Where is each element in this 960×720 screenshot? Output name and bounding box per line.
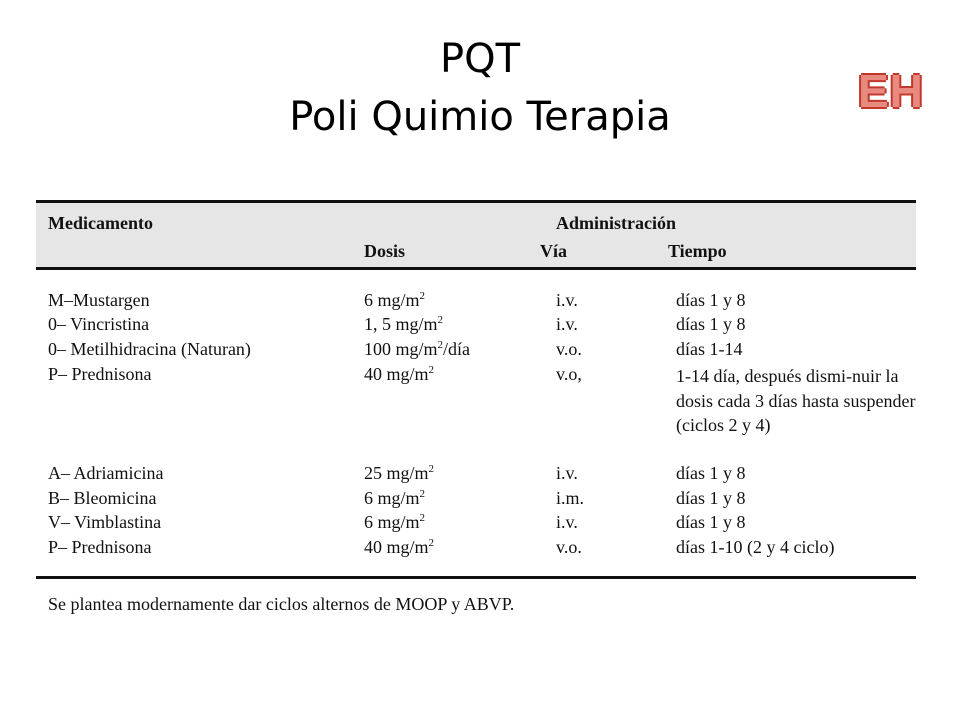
cell-tiempo: días 1 y 8 [676, 488, 746, 508]
cell-dosis [364, 314, 443, 335]
cell-tiempo: días 1 y 8 [676, 463, 746, 483]
cell-via: v.o. [556, 537, 582, 557]
dosis-exponent: 2 [437, 314, 444, 326]
cell-tiempo: días 1 y 8 [676, 290, 746, 310]
dosis-value: 40 mg/m [364, 364, 429, 384]
cell-tiempo: días 1 y 8 [676, 512, 746, 532]
cell-dosis [364, 488, 425, 509]
dosis-exponent: 2 [419, 290, 426, 302]
slide-title [0, 30, 960, 146]
title-full-name: Poli Quimio Terapia [289, 94, 671, 140]
cell-dosis [364, 512, 425, 533]
cell-tiempo: 1-14 día, después dismi-nuir la dosis cada 3 días hasta suspender (ciclos 2 y 4) [676, 366, 916, 435]
header-dosis: Dosis [364, 241, 406, 261]
cell-medicamento: 0– Metilhidracina (Naturan) [48, 339, 251, 359]
title-acronym: PQT [439, 36, 521, 82]
cell-medicamento: V– Vimblastina [48, 512, 162, 532]
cell-dosis [364, 339, 470, 360]
cell-medicamento: B– Bleomicina [48, 488, 157, 508]
header-administracion: Administración [556, 213, 677, 233]
dosis-exponent: 2 [428, 463, 435, 475]
dosis-value: 40 mg/m [364, 537, 429, 557]
dosis-value: 6 mg/m [364, 488, 420, 508]
dosis-suffix: /día [443, 339, 471, 359]
chemotherapy-table [36, 200, 916, 580]
dosis-value: 100 mg/m [364, 339, 438, 359]
cell-tiempo: días 1-10 (2 y 4 ciclo) [676, 537, 835, 557]
table-bottom-rule [36, 576, 916, 579]
dosis-exponent: 2 [419, 512, 426, 524]
eh-logo: EH [858, 65, 924, 117]
cell-via: v.o, [556, 364, 582, 384]
cell-via: i.v. [556, 463, 578, 483]
cell-medicamento: P– Prednisona [48, 364, 152, 384]
cell-via: i.v. [556, 314, 578, 334]
dosis-value: 6 mg/m [364, 290, 420, 310]
cell-via: i.v. [556, 512, 578, 532]
header-tiempo: Tiempo [668, 241, 727, 261]
cell-medicamento: 0– Vincristina [48, 314, 150, 334]
cell-via: v.o. [556, 339, 582, 359]
header-via: Vía [540, 241, 567, 261]
dosis-exponent: 2 [428, 364, 435, 376]
table-body [36, 270, 916, 580]
cell-dosis [364, 364, 434, 385]
cell-dosis [364, 537, 434, 558]
cell-via: i.m. [556, 488, 585, 508]
cell-medicamento: A– Adriamicina [48, 463, 164, 483]
cell-dosis [364, 463, 434, 484]
cell-tiempo: días 1 y 8 [676, 314, 746, 334]
dosis-value: 6 mg/m [364, 512, 420, 532]
dosis-exponent: 2 [419, 488, 426, 500]
cell-via: i.v. [556, 290, 578, 310]
cell-medicamento: P– Prednisona [48, 537, 152, 557]
dosis-value: 25 mg/m [364, 463, 429, 483]
header-medicamento: Medicamento [48, 213, 153, 233]
cell-dosis [364, 290, 425, 311]
cell-medicamento: M–Mustargen [48, 290, 150, 310]
table-footnote: Se plantea modernamente dar ciclos alternos de MOOP y ABVP. [48, 594, 515, 614]
cell-tiempo: días 1-14 [676, 339, 743, 359]
dosis-exponent: 2 [437, 339, 444, 351]
dosis-exponent: 2 [428, 537, 435, 549]
dosis-value: 1, 5 mg/m [364, 314, 438, 334]
table-header [36, 200, 916, 270]
